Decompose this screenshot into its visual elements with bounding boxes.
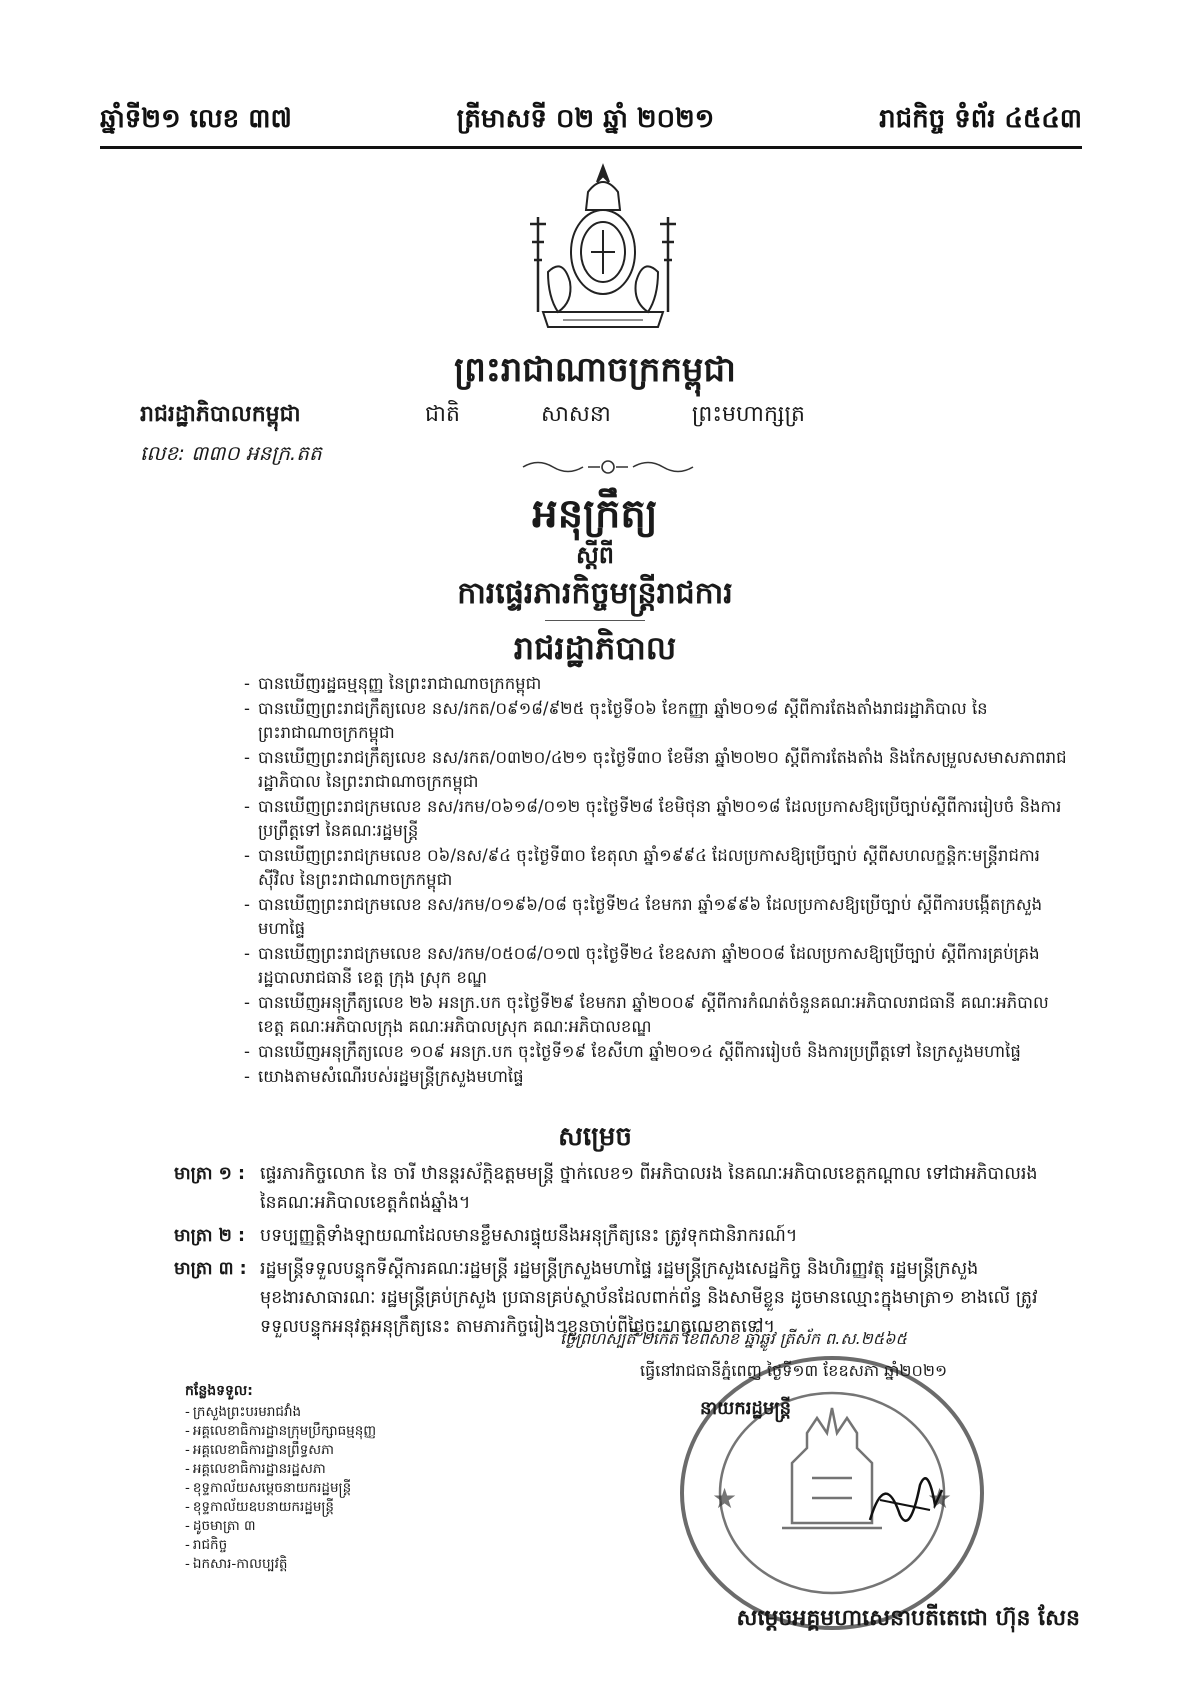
consideration-item: - បានឃើញរដ្ឋធម្មនុញ្ញ នៃព្រះរាជាណាចក្រកម្ពុជា — [248, 672, 1068, 696]
recipient-item: - ឯកសារ-កាលប្បវត្តិ — [185, 1555, 376, 1574]
consideration-item: - បានឃើញព្រះរាជក្រឹត្យលេខ នស/រកត/០៣២០/៤២១ ចុះថ្ងៃទី៣០ ខែមីនា ឆ្នាំ២០២០ ស្តីពីការតែងតាំង និងកែសម្រួលសមាសភាពរាជរដ្ឋាភិបាល នៃព្រះរាជាណាចក្រកម្ពុជា — [248, 746, 1068, 794]
motto-nation: ជាតិ — [425, 402, 460, 427]
ornament-divider-icon — [518, 456, 698, 478]
recipient-item: - អគ្គលេខាធិការដ្ឋានរដ្ឋសភា — [185, 1460, 376, 1479]
consideration-item: - បានឃើញព្រះរាជក្រមលេខ នស/រកម/០៦១៨/០១២ ចុះថ្ងៃទី២៨ ខែមិថុនា ឆ្នាំ២០១៨ ដែលប្រកាសឱ្យប្រើច្បាប់ស្តីពីការរៀបចំ និងការប្រព្រឹត្តទៅ នៃគណៈរដ្ឋមន្ត្រី — [248, 795, 1068, 843]
place-and-date: ធ្វើនៅរាជធានីភ្នំពេញ ថ្ងៃទី១៣ ខែឧសភា ឆ្នាំ២០២១ — [640, 1361, 948, 1380]
consideration-item: - យោងតាមសំណើរបស់រដ្ឋមន្ត្រីក្រសួងមហាផ្ទៃ — [248, 1065, 1068, 1089]
recipient-item: - ខុទ្ទកាល័យសម្តេចនាយករដ្ឋមន្ត្រី — [185, 1479, 376, 1498]
recipients-block — [185, 1382, 376, 1574]
gazette-issue: ឆ្នាំទី២១ លេខ ៣៧ — [100, 104, 292, 134]
issuing-authority: រាជរដ្ឋាភិបាល — [513, 629, 677, 667]
consideration-item: - បានឃើញព្រះរាជក្រមលេខ នស/រកម/០៥០៨/០១៧ ចុះថ្ងៃទី២៤ ខែឧសភា ឆ្នាំ២០០៨ ដែលប្រកាសឱ្យប្រើច្បាប់ ស្តីពីការគ្រប់គ្រងរដ្ឋបាលរាជធានី ខេត្ត ក្រុង ស្រុក ខណ្ឌ — [248, 942, 1068, 990]
gazette-quarter: ត្រីមាសទី ០២ ឆ្នាំ ២០២១ — [456, 104, 715, 134]
svg-text:★: ★ — [712, 1482, 738, 1515]
subject-divider — [545, 620, 645, 621]
signer-name: សម្តេចអគ្គមហាសេនាបតីតេជោ ហ៊ុន សែន — [736, 1606, 1080, 1631]
article-label: មាត្រា ៣ : — [174, 1259, 247, 1279]
royal-coat-of-arms-icon — [508, 162, 698, 337]
handwritten-signature-icon — [860, 1460, 953, 1540]
consideration-item: - បានឃើញអនុក្រឹត្យលេខ ២៦ អនក្រ.បក ចុះថ្ងៃទី២៩ ខែមករា ឆ្នាំ២០០៩ ស្តីពីការកំណត់ចំនួនគណៈអភិបាលរាជធានី គណៈអភិបាលខេត្ត គណៈអភិបាលក្រុង គណៈអភិបាលស្រុក គណៈអភិបាលខណ្ឌ — [248, 991, 1068, 1039]
recipient-item: - រាជកិច្ច — [185, 1536, 376, 1555]
svg-text:★: ★ — [927, 1482, 953, 1515]
recipients-list — [185, 1403, 376, 1574]
header-divider — [100, 146, 1082, 149]
document-subject: ការផ្ទេរភារកិច្ចមន្ត្រីរាជការ — [457, 576, 733, 611]
articles-section — [174, 1160, 1074, 1346]
document-type: អនុក្រឹត្យ — [532, 491, 658, 537]
article-2 — [174, 1222, 1074, 1251]
consideration-item: - បានឃើញព្រះរាជក្រមលេខ នស/រកម/០១៩៦/០៨ ចុះថ្ងៃទី២៤ ខែមករា ឆ្នាំ១៩៩៦ ដែលប្រកាសឱ្យប្រើច្បាប់ ស្តីពីការបង្កើតក្រសួងមហាផ្ទៃ — [248, 893, 1068, 941]
decision-heading: សម្រេច — [558, 1122, 632, 1152]
consideration-item: - បានឃើញព្រះរាជក្រឹត្យលេខ នស/រកត/០៩១៨/៩២៥ ចុះថ្ងៃទី០៦ ខែកញ្ញា ឆ្នាំ២០១៨ ស្តីពីការតែងតាំងរាជរដ្ឋាភិបាល នៃព្រះរាជាណាចក្រកម្ពុជា — [248, 697, 1068, 745]
kingdom-title: ព្រះរាជាណាចក្រកម្ពុជា — [454, 350, 736, 390]
gazette-page: រាជកិច្ច ទំព័រ ៤៥៤៣ — [879, 104, 1082, 134]
article-label: មាត្រា ១ : — [174, 1164, 245, 1184]
consideration-item: - បានឃើញព្រះរាជក្រមលេខ ០៦/នស/៩៤ ចុះថ្ងៃទី៣០ ខែតុលា ឆ្នាំ១៩៩៤ ដែលប្រកាសឱ្យប្រើច្បាប់ ស្តីពីសហលក្ខន្តិកៈមន្ត្រីរាជការស៊ីវិល នៃព្រះរាជាណាចក្រកម្ពុជា — [248, 844, 1068, 892]
gazette-header — [100, 96, 1082, 140]
recipient-item: - ដូចមាត្រា ៣ — [185, 1517, 376, 1536]
article-text: រដ្ឋមន្ត្រីទទួលបន្ទុកទីស្តីការគណៈរដ្ឋមន្ត្រី រដ្ឋមន្ត្រីក្រសួងមហាផ្ទៃ រដ្ឋមន្ត្រីក្រសួងសេដ្ឋកិច្ច និងហិរញ្ញវត្ថុ រដ្ឋមន្ត្រីក្រសួងមុខងារសាធារណៈ រដ្ឋមន្ត្រីគ្រប់ក្រសួង ប្រធានគ្រប់ស្ថាប័នដែលពាក់ព័ន្ធ និងសាមីខ្លួន ដូចមានឈ្មោះក្នុងមាត្រា១ ខាងលើ ត្រូវទទួលបន្ទុកអនុវត្តអនុក្រឹត្យនេះ តាមភារកិច្ចរៀងៗខ្លួនចាប់ពីថ្ងៃចុះហត្ថលេខាតទៅ។ — [260, 1259, 1038, 1337]
consideration-item: - បានឃើញអនុក្រឹត្យលេខ ១០៩ អនក្រ.បក ចុះថ្ងៃទី១៩ ខែសីហា ឆ្នាំ២០១៤ ស្តីពីការរៀបចំ និងការប្រព្រឹត្តទៅ នៃក្រសួងមហាផ្ទៃ — [248, 1040, 1068, 1064]
government-label: រាជរដ្ឋាភិបាលកម្ពុជា — [140, 402, 301, 427]
lunar-date: ថ្ងៃព្រហស្បតិ៍ ២កើត ខែពិសាខ ឆ្នាំឆ្លូវ ត្រីស័ក ព.ស.២៥៦៥ — [560, 1329, 907, 1348]
about-label: ស្តីពី — [575, 541, 615, 569]
signer-role: នាយករដ្ឋមន្ត្រី — [700, 1398, 792, 1419]
national-motto — [425, 400, 805, 432]
recipients-title: កន្លែងទទួល: — [185, 1383, 253, 1399]
reference-number: លេខ: ៣៣០ អនក្រ.តត — [140, 441, 322, 465]
recipient-item: - ខុទ្ទកាល័យឧបនាយករដ្ឋមន្ត្រី — [185, 1498, 376, 1517]
motto-king: ព្រះមហាក្សត្រ — [691, 402, 805, 427]
article-text: បទប្បញ្ញត្តិទាំងឡាយណាដែលមានខ្លឹមសារផ្ទុយនឹងអនុក្រឹត្យនេះ ត្រូវទុកជានិរាករណ៍។ — [260, 1226, 798, 1246]
motto-religion: សាសនា — [540, 402, 611, 427]
recipient-item: - អគ្គលេខាធិការដ្ឋានព្រឹទ្ធសភា — [185, 1441, 376, 1460]
recipient-item: - អគ្គលេខាធិការដ្ឋានក្រុមប្រឹក្សាធម្មនុញ្ញ — [185, 1422, 376, 1441]
article-text: ផ្ទេរភារកិច្ចលោក នៃ ចារី ឋានន្តរស័ក្តិឧត្តមមន្ត្រី ថ្នាក់លេខ១ ពីអភិបាលរង នៃគណៈអភិបាលខេត្តកណ្តាល ទៅជាអភិបាលរង នៃគណៈអភិបាលខេត្តកំពង់ឆ្នាំង។ — [260, 1164, 1038, 1213]
article-label: មាត្រា ២ : — [174, 1226, 245, 1246]
recipient-item: - ក្រសួងព្រះបរមរាជវាំង — [185, 1403, 376, 1422]
considerations-list — [248, 672, 1068, 1090]
article-1 — [174, 1160, 1074, 1218]
